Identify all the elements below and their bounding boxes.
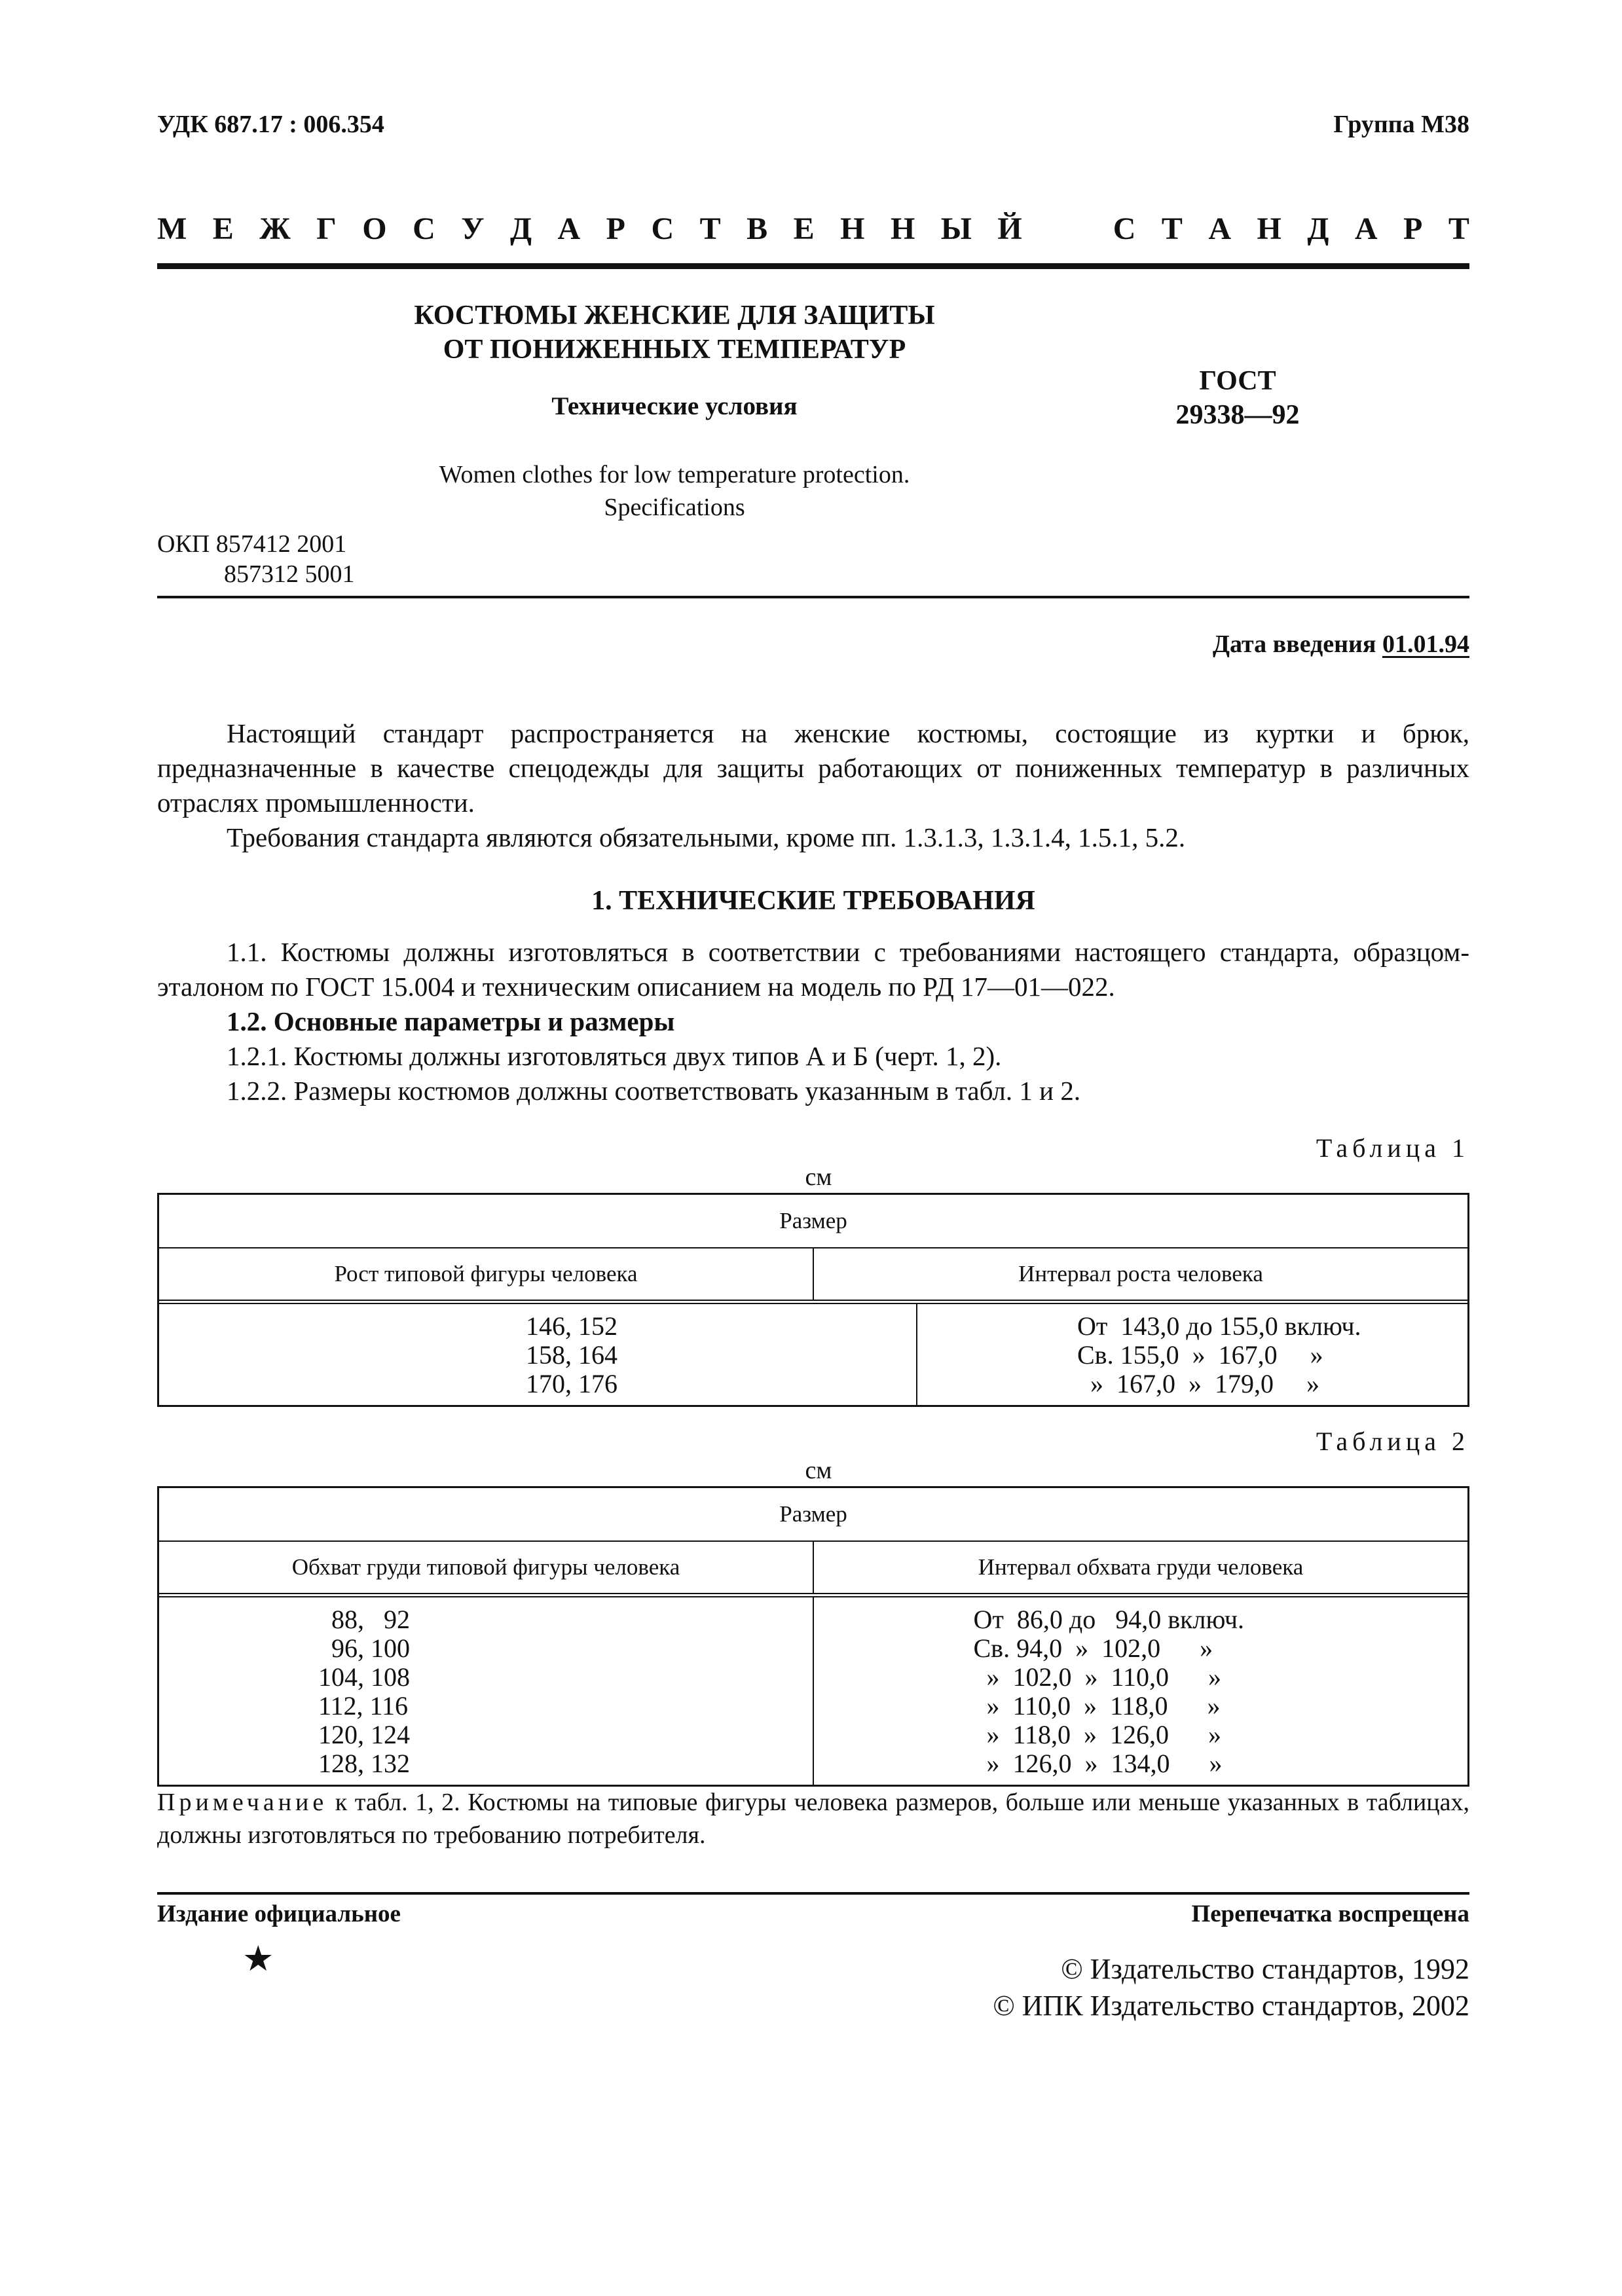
table-column-header: Рост типовой фигуры человека bbox=[159, 1248, 814, 1300]
section-body bbox=[157, 935, 1469, 1108]
table-cell: 104, 108 bbox=[318, 1662, 410, 1692]
date-value: 01.01.94 bbox=[1382, 630, 1469, 658]
table-cell: 112, 116 bbox=[318, 1691, 409, 1721]
banner-letter: О bbox=[362, 211, 387, 246]
table-header-top: Размер bbox=[159, 1195, 1467, 1248]
reprint-notice: Перепечатка воспрещена bbox=[1191, 1901, 1469, 1927]
table-cell: 170, 176 bbox=[526, 1369, 617, 1398]
banner-letter: А bbox=[557, 211, 581, 246]
star-icon: ★ bbox=[242, 1939, 274, 1978]
banner-letter: С bbox=[651, 211, 674, 246]
table-cell: 128, 132 bbox=[318, 1749, 410, 1778]
table-header-row bbox=[159, 1248, 1467, 1304]
table1-unit: см bbox=[805, 1163, 832, 1191]
banner-letter: Е bbox=[212, 211, 234, 246]
table-header-top: Размер bbox=[159, 1488, 1467, 1542]
okp-line: 857312 5001 bbox=[224, 560, 355, 588]
section-heading: 1. ТЕХНИЧЕСКИЕ ТРЕБОВАНИЯ bbox=[591, 886, 1035, 916]
banner-letter: Т bbox=[699, 211, 721, 246]
table1 bbox=[157, 1193, 1469, 1407]
document-title bbox=[288, 299, 1061, 367]
english-title bbox=[288, 458, 1061, 524]
header-rule bbox=[157, 596, 1469, 598]
table-column bbox=[917, 1304, 1467, 1405]
table-column bbox=[159, 1304, 917, 1405]
copyright-line: © Издательство стандартов, 1992 bbox=[1061, 1953, 1469, 1985]
group-code: Группа М38 bbox=[1333, 111, 1469, 138]
banner-letter: Н bbox=[1257, 211, 1281, 246]
okp-line: ОКП 857412 2001 bbox=[157, 530, 347, 558]
table-column-header: Обхват груди типовой фигуры человека bbox=[159, 1542, 814, 1593]
intro-paragraph: Настоящий стандарт распространяется на женские костюмы, состоящие из куртки и брюк, предназначенные в качестве спецодежды для защиты работающих от пониженных температур в различных отраслях промышленности. bbox=[157, 718, 1469, 818]
table-body bbox=[159, 1304, 1467, 1405]
document-subtitle: Технические условия bbox=[551, 392, 798, 420]
intro-paragraph: Требования стандарта являются обязательными, кроме пп. 1.3.1.3, 1.3.1.4, 1.5.1, 5.2. bbox=[227, 822, 1186, 852]
banner-letter: В bbox=[746, 211, 768, 246]
table-cell: » 110,0 » 118,0 » bbox=[973, 1691, 1221, 1721]
banner-letter: Н bbox=[840, 211, 865, 246]
gost-label: ГОСТ bbox=[1199, 366, 1276, 396]
table-header-row bbox=[159, 1542, 1467, 1597]
banner-letter: Н bbox=[890, 211, 915, 246]
table-cell: Св. 94,0 » 102,0 » bbox=[973, 1633, 1213, 1663]
title-line: ОТ ПОНИЖЕННЫХ ТЕМПЕРАТУР bbox=[443, 335, 906, 365]
table1-label: Таблица 1 bbox=[1316, 1133, 1469, 1163]
standard-banner bbox=[157, 211, 1469, 247]
table-cell: 96, 100 bbox=[318, 1633, 410, 1663]
english-title-line: Specifications bbox=[604, 494, 745, 521]
banner-letter: А bbox=[1208, 211, 1232, 246]
table2 bbox=[157, 1486, 1469, 1787]
date-label: Дата введения bbox=[1212, 630, 1376, 658]
udk-code: УДК 687.17 : 006.354 bbox=[157, 111, 384, 138]
okp-codes bbox=[157, 529, 355, 589]
clause-1-2-2: 1.2.2. Размеры костюмов должны соответствовать указанным в табл. 1 и 2. bbox=[227, 1076, 1081, 1106]
table-cell: 88, 92 bbox=[318, 1605, 410, 1634]
banner-letter: Т bbox=[1161, 211, 1183, 246]
table-cell: » 102,0 » 110,0 » bbox=[973, 1662, 1222, 1692]
note-text: к табл. 1, 2. Костюмы на типовые фигуры человека размеров, больше или меньше указанных в таблицах, должны изготовляться по требованию потребителя. bbox=[157, 1789, 1469, 1849]
footer-rule bbox=[157, 1892, 1469, 1895]
banner-letter: Р bbox=[606, 211, 625, 246]
banner-letter: Ы bbox=[940, 211, 972, 246]
title-line: КОСТЮМЫ ЖЕНСКИЕ ДЛЯ ЗАЩИТЫ bbox=[414, 301, 935, 331]
introduction-date bbox=[1213, 630, 1469, 659]
note-lead: Примечание bbox=[157, 1789, 328, 1816]
table-cell: » 126,0 » 134,0 » bbox=[973, 1749, 1223, 1778]
banner-letter: Е bbox=[793, 211, 815, 246]
table-column bbox=[159, 1597, 814, 1785]
banner-letter: Г bbox=[316, 211, 337, 246]
banner-letter: Д bbox=[509, 211, 532, 246]
table-body bbox=[159, 1597, 1467, 1785]
banner-letter: Ж bbox=[259, 211, 291, 246]
table-note bbox=[157, 1786, 1469, 1851]
banner-letter: Д bbox=[1307, 211, 1329, 246]
table-cell: 146, 152 bbox=[526, 1311, 617, 1341]
gost-designation bbox=[1113, 364, 1362, 432]
table-cell: От 86,0 до 94,0 включ. bbox=[973, 1605, 1244, 1634]
table-column-header: Интервал роста человека bbox=[1018, 1261, 1263, 1286]
table-cell: 120, 124 bbox=[318, 1720, 410, 1749]
banner-letter: С bbox=[413, 211, 435, 246]
table2-label: Таблица 2 bbox=[1316, 1427, 1469, 1456]
table-cell: От 143,0 до 155,0 включ. bbox=[1077, 1311, 1361, 1341]
edition-label: Издание официальное bbox=[157, 1901, 401, 1927]
table2-unit: см bbox=[805, 1457, 832, 1484]
table-column bbox=[814, 1597, 1468, 1785]
banner-letter: Й bbox=[997, 211, 1022, 246]
banner-letter: С bbox=[1113, 211, 1136, 246]
table-cell: » 118,0 » 126,0 » bbox=[973, 1720, 1222, 1749]
english-title-line: Women clothes for low temperature protection. bbox=[439, 461, 910, 488]
banner-rule bbox=[157, 263, 1469, 269]
table-cell: » 167,0 » 179,0 » bbox=[1077, 1369, 1319, 1398]
clause-1-1: 1.1. Костюмы должны изготовляться в соответствии с требованиями настоящего стандарта, образцом-эталоном по ГОСТ 15.004 и техническим описанием на модель по РД 17—01—022. bbox=[157, 937, 1469, 1002]
banner-letter: М bbox=[157, 211, 187, 246]
table-column-header: Интервал обхвата груди человека bbox=[978, 1554, 1304, 1580]
copyright-line: © ИПК Издательство стандартов, 2002 bbox=[993, 1990, 1469, 2022]
gost-number: 29338—92 bbox=[1175, 400, 1300, 430]
banner-letter: Т bbox=[1448, 211, 1469, 246]
banner-letter: А bbox=[1354, 211, 1378, 246]
clause-1-2: 1.2. Основные параметры и размеры bbox=[227, 1006, 675, 1036]
intro-block bbox=[157, 716, 1469, 855]
table-cell: 158, 164 bbox=[526, 1340, 617, 1370]
clause-1-2-1: 1.2.1. Костюмы должны изготовляться двух типов А и Б (черт. 1, 2). bbox=[227, 1041, 1002, 1071]
banner-letter: Р bbox=[1403, 211, 1423, 246]
table-cell: Св. 155,0 » 167,0 » bbox=[1077, 1340, 1323, 1370]
copyright-block bbox=[993, 1951, 1469, 2024]
banner-letter: У bbox=[461, 211, 485, 246]
